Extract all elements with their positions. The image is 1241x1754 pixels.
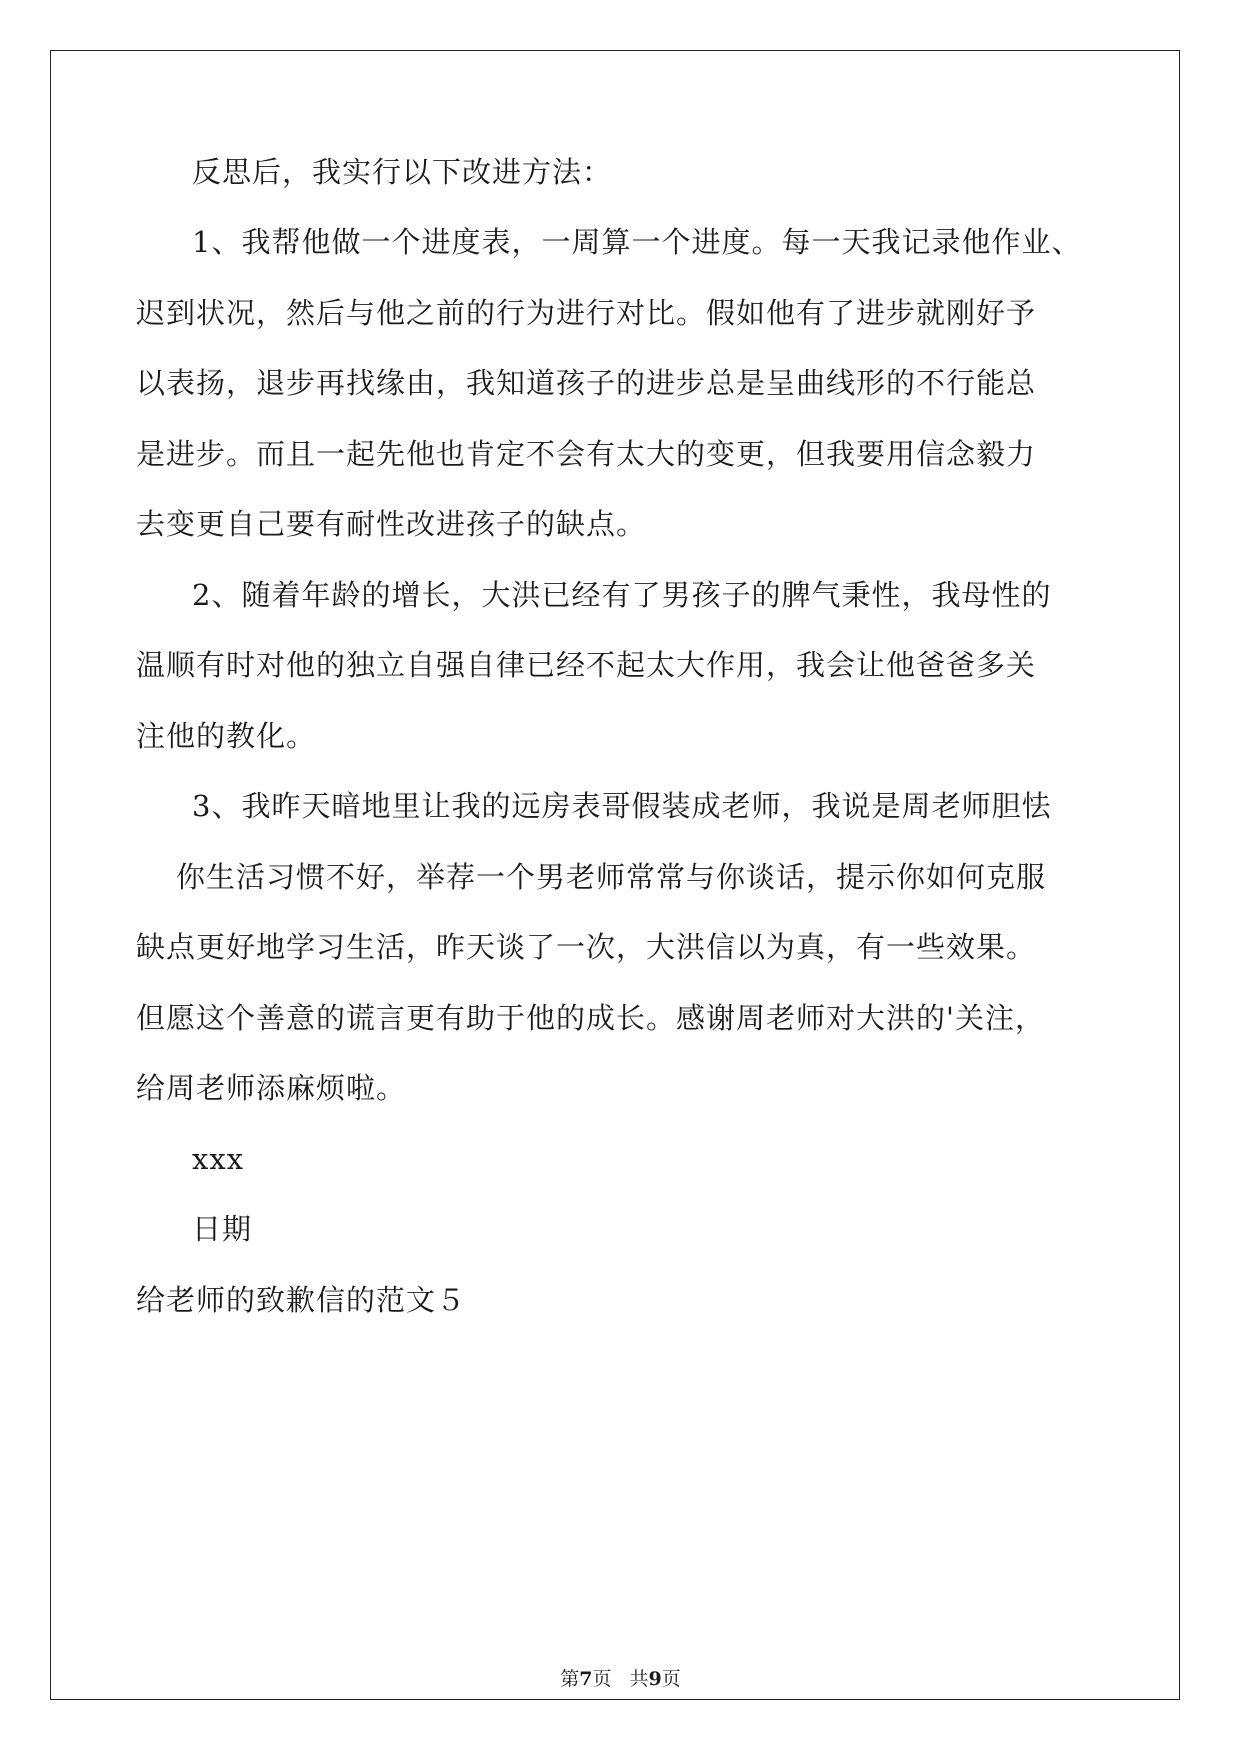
item-3-line-3: 缺点更好地学习生活，昨天谈了一次，大洪信以为真，有一些效果。 — [136, 930, 1037, 964]
item-3-line-1: 3、我昨天暗地里让我的远房表哥假装成老师，我说是周老师胆怯 — [192, 789, 1052, 823]
footer-prefix: 第 — [560, 1668, 580, 1690]
item-1-line-3: 以表扬，退步再找缘由，我知道孩子的进步总是呈曲线形的不行能总 — [136, 366, 1037, 400]
footer-total-unit: 页 — [661, 1668, 681, 1690]
item-1-line-1: 1、我帮他做一个进度表，一周算一个进度。每一天我记录他作业、 — [192, 225, 1082, 259]
footer-page-unit: 页 — [592, 1668, 612, 1690]
item-2-line-3: 注他的教化。 — [136, 719, 317, 753]
signature: xxx — [192, 1142, 245, 1176]
item-1-line-4: 是进步。而且一起先他也肯定不会有太大的变更，但我要用信念毅力 — [136, 437, 1037, 471]
item-1-line-2: 迟到状况，然后与他之前的行为进行对比。假如他有了进步就刚好予 — [136, 296, 1037, 330]
next-section-title: 给老师的致歉信的范文５ — [136, 1283, 467, 1317]
item-3-line-2: 你生活习惯不好，举荐一个男老师常常与你谈话，提示你如何克服 — [176, 860, 1047, 894]
item-2-line-2: 温顺有时对他的独立自强自律已经不起太大作用，我会让他爸爸多关 — [136, 648, 1037, 682]
item-2-line-1: 2、随着年龄的增长，大洪已经有了男孩子的脾气秉性，我母性的 — [192, 578, 1052, 612]
page-footer — [0, 1667, 1241, 1691]
paragraph-intro: 反思后，我实行以下改进方法： — [192, 155, 613, 189]
footer-total-prefix: 共 — [629, 1668, 649, 1690]
item-3-line-5: 给周老师添麻烦啦。 — [136, 1071, 407, 1105]
footer-page-number: 7 — [579, 1668, 593, 1690]
date-label: 日期 — [192, 1212, 253, 1246]
item-3-line-4: 但愿这个善意的谎言更有助于他的成长。感谢周老师对大洪的'关注， — [136, 1001, 1045, 1035]
item-1-line-5: 去变更自己要有耐性改进孩子的缺点。 — [136, 507, 647, 541]
footer-total-pages: 9 — [648, 1668, 662, 1690]
